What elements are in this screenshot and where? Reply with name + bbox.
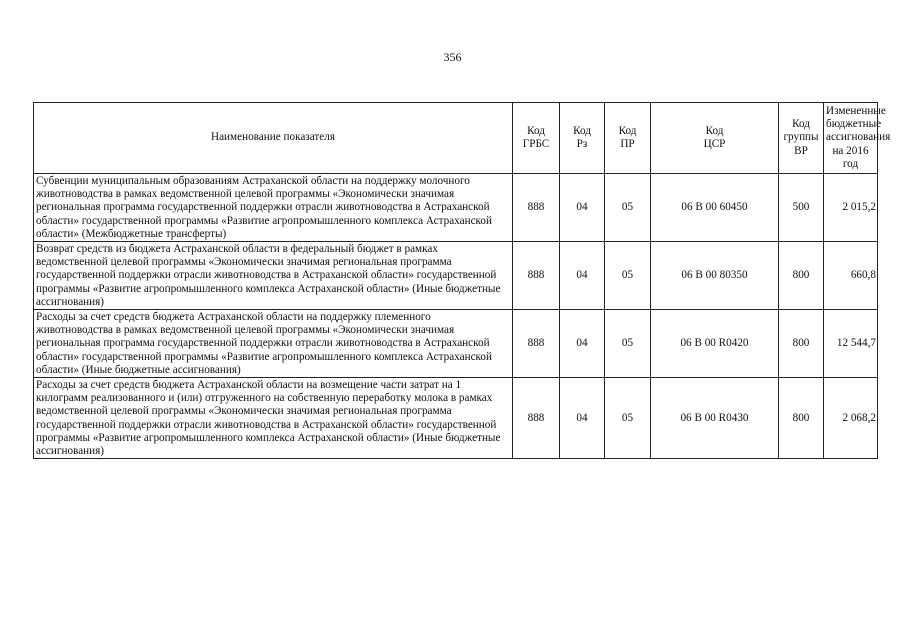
row-sum: 2 068,2 bbox=[824, 378, 878, 459]
row-name: Субвенции муниципальным образованиям Астраханской области на поддержку молочного животноводства в рамках ведомственной целевой программы «Экономически значимая региональная программа государственной поддержки отрасли животноводства в Астраханской области» государственной программы «Развитие агропромышленного комплекса Астраханской области» (Межбюджетные трансферты) bbox=[34, 174, 513, 242]
row-pr: 05 bbox=[605, 242, 651, 310]
header-rz: Код Рз bbox=[560, 103, 605, 174]
budget-table bbox=[33, 102, 891, 459]
row-csr: 06 В 00 R0420 bbox=[651, 310, 779, 378]
row-vr: 800 bbox=[779, 310, 824, 378]
row-vr: 500 bbox=[779, 174, 824, 242]
header-name: Наименование показателя bbox=[34, 103, 513, 174]
row-grbs: 888 bbox=[513, 310, 560, 378]
row-name: Возврат средств из бюджета Астраханской области в федеральный бюджет в рамках ведомственной целевой программы «Экономически значимая региональная программа государственной поддержки отрасли животноводства в Астраханской области» государственной программы «Развитие агропромышленного комплекса Астраханской области» (Иные бюджетные ассигнования) bbox=[34, 242, 513, 310]
row-vr: 800 bbox=[779, 242, 824, 310]
row-rz: 04 bbox=[560, 310, 605, 378]
table-row bbox=[34, 242, 878, 310]
row-grbs: 888 bbox=[513, 378, 560, 459]
row-rz: 04 bbox=[560, 242, 605, 310]
row-grbs: 888 bbox=[513, 242, 560, 310]
row-name: Расходы за счет средств бюджета Астраханской области на поддержку племенного животноводства в рамках ведомственной целевой программы «Экономически значимая региональная программа государственной поддержки отрасли животноводства в Астраханской области» государственной программы «Развитие агропромышленного комплекса Астраханской области» (Иные бюджетные ассигнования) bbox=[34, 310, 513, 378]
row-csr: 06 В 00 60450 bbox=[651, 174, 779, 242]
header-sum: Измененные бюджетные ассигнования на 2016 год bbox=[824, 103, 878, 174]
row-rz: 04 bbox=[560, 378, 605, 459]
row-sum: 660,8 bbox=[824, 242, 878, 310]
row-csr: 06 В 00 80350 bbox=[651, 242, 779, 310]
header-grbs: Код ГРБС bbox=[513, 103, 560, 174]
table-row bbox=[34, 378, 878, 459]
row-sum: 2 015,2 bbox=[824, 174, 878, 242]
row-sum: 12 544,7 bbox=[824, 310, 878, 378]
header-vr: Код группы ВР bbox=[779, 103, 824, 174]
header-pr: Код ПР bbox=[605, 103, 651, 174]
row-pr: 05 bbox=[605, 378, 651, 459]
row-pr: 05 bbox=[605, 310, 651, 378]
page-number: 356 bbox=[443, 50, 462, 64]
row-grbs: 888 bbox=[513, 174, 560, 242]
row-pr: 05 bbox=[605, 174, 651, 242]
row-rz: 04 bbox=[560, 174, 605, 242]
row-csr: 06 В 00 R0430 bbox=[651, 378, 779, 459]
table-header-row bbox=[34, 103, 878, 174]
table-row bbox=[34, 174, 878, 242]
table-row bbox=[34, 310, 878, 378]
row-vr: 800 bbox=[779, 378, 824, 459]
row-name: Расходы за счет средств бюджета Астраханской области на возмещение части затрат на 1 килограмм реализованного и (или) отгруженного на собственную переработку молока в рамках ведомственной целевой программы «Экономически значимая региональная программа государственной поддержки отрасли животноводства в Астраханской области» государственной программы «Развитие агропромышленного комплекса Астраханской области» (Иные бюджетные ассигнования) bbox=[34, 378, 513, 459]
header-csr: Код ЦСР bbox=[651, 103, 779, 174]
